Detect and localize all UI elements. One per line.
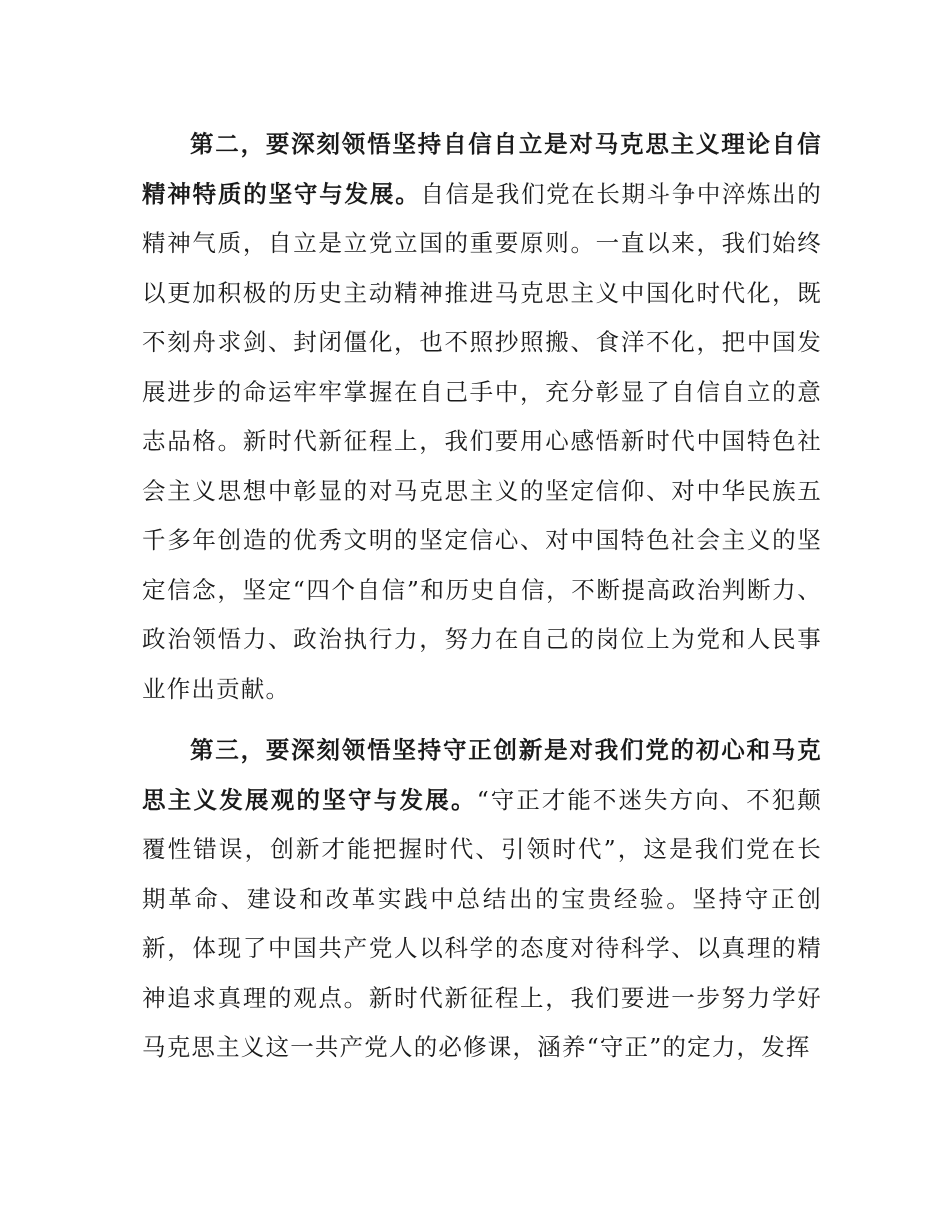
paragraph-third-point xyxy=(142,726,822,1073)
paragraph-text: “守正才能不迷失方向、不犯颠覆性错误，创新才能把握时代、引领时代”，这是我们党在长期革命、建设和改革实践中总结出的宝贵经验。坚持守正创新，体现了中国共产党人以科学的态度对待科学、以真理的精神追求真理的观点。新时代新征程上，我们要进一步努力学好马克思主义这一共产党人的必修课，涵养“守正”的定力，发挥 xyxy=(142,785,822,1061)
paragraph-text: 自信是我们党在长期斗争中淬炼出的精神气质，自立是立党立国的重要原则。一直以来，我们始终以更加积极的历史主动精神推进马克思主义中国化时代化，既不刻舟求剑、封闭僵化，也不照抄照搬、食洋不化，把中国发展进步的命运牢牢掌握在自己手中，充分彰显了自信自立的意志品格。新时代新征程上，我们要用心感悟新时代中国特色社会主义思想中彰显的对马克思主义的坚定信仰、对中华民族五千多年创造的优秀文明的坚定信心、对中国特色社会主义的坚定信念，坚定“四个自信”和历史自信，不断提高政治判断力、政治领悟力、政治执行力，努力在自己的岗位上为党和人民事业作出贡献。 xyxy=(142,179,822,703)
paragraph-heading: 第二，要深刻领悟坚持自信自立是对马克思主义理论自信精神特质的坚守与发展。 xyxy=(142,130,822,208)
paragraph-second-point xyxy=(142,120,822,714)
paragraph-heading: 第三，要深刻领悟坚持守正创新是对我们党的初心和马克思主义发展观的坚守与发展。 xyxy=(142,736,822,814)
document-body xyxy=(142,120,822,1073)
